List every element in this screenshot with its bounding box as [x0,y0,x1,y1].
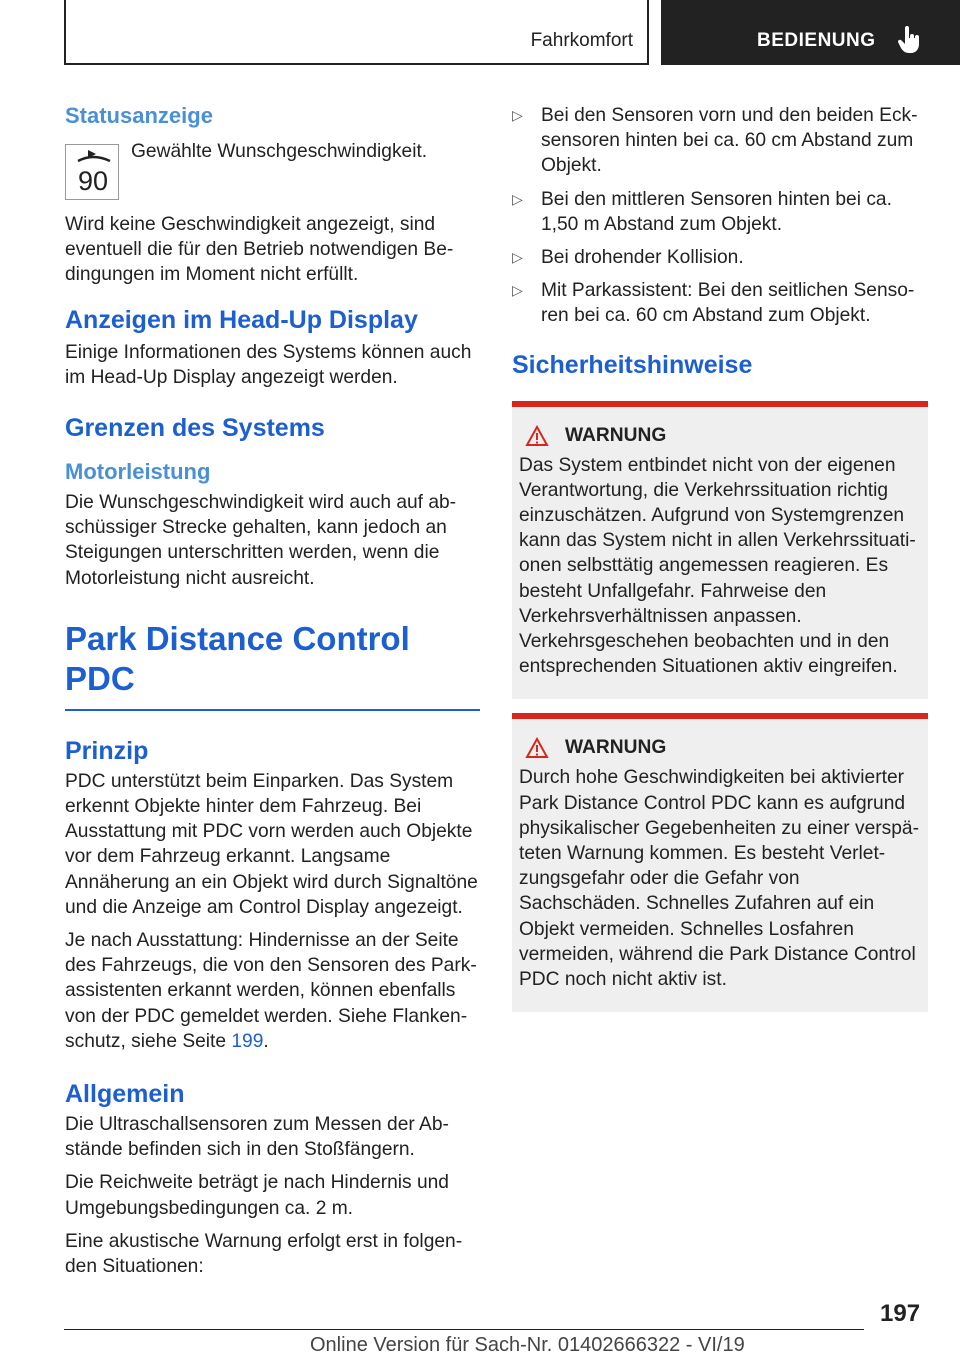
grenzen-heading: Grenzen des Systems [65,414,325,443]
warning-box-1 [512,401,928,700]
warning-triangle-icon [525,737,549,759]
left-column [65,100,480,1287]
list-item: ▷ Bei den mittleren Sensoren hinten bei ca. 1,50 m Abstand zum Objekt. [512,188,892,235]
warning-triangle-icon [525,425,549,447]
warning-title-1 [519,425,921,447]
header-section-tab [64,0,649,65]
hud-paragraph: Einige Informationen des Systems können auch im Head-Up Display angezeigt werden. [65,341,472,388]
header-chapter-label: BEDIENUNG [757,30,876,51]
warning-text-1: Das System entbindet nicht von der eigenen Verantwortung, die Verkehrssituation richtig einzuschätzen. Aufgrund von Systemgrenzen kann das System nicht in allen Verkehrssituationen selbsttätig angemessen reagieren. Es besteht Unfallgefahr. Fahrweise den Verkehrsverhältnissen anpassen. Verkehrsgeschehen beobachten und in den entsprechenden Situationen aktiv eingreifen. [519,454,916,678]
motorleistung-heading: Motorleistung [65,459,211,485]
motorleistung-paragraph: Die Wunschgeschwindigkeit wird auch auf abschüssiger Strecke gehalten, kann jedoch an Steigungen unterschritten werden, wenn die Motorleistung nicht ausreicht. [65,492,457,589]
warning-text-2: Durch hohe Geschwindigkeiten bei aktivierter Park Distance Control PDC kann es aufgrund physikalischer Gegebenheiten zu einer verspäteten Warnung kommen. Es besteht Verletzungsgefahr oder die Gefahr von Sachschäden. Schnelles Zufahren auf ein Objekt vermeiden. Schnelles Losfahren vermeiden, während die Park Distance Control PDC noch nicht aktiv ist. [519,767,919,991]
allgemein-paragraph-1: Die Ultraschallsensoren zum Messen der Abstände befinden sich in den Stoßfängern. [65,1114,449,1161]
page-link-199[interactable]: 199 [231,1030,264,1052]
warning-situations-list [512,103,928,329]
hud-heading: Anzeigen im Head-Up Display [65,305,418,334]
triangle-bullet-icon: ▷ [512,190,523,207]
speed-indicator-icon [65,144,119,200]
sicherheitshinweise-heading: Sicherheitshinweise [512,350,753,379]
prinzip-paragraph-2-end: . [263,1030,269,1052]
warning-box-2 [512,713,928,1012]
prinzip-paragraph-2-text: Je nach Ausstattung: Hindernisse an der Seite des Fahrzeugs, die von den Sensoren des Parkassistenten erkannt werden, können ebenfalls von der PDC gemeldet werden. Siehe Flankenschutz, siehe Seite [65,930,477,1052]
triangle-bullet-icon: ▷ [512,107,523,123]
triangle-bullet-icon: ▷ [512,249,523,266]
allgemein-paragraph-3: Eine akustische Warnung erfolgt erst in folgenden Situationen: [65,1230,463,1278]
warning-label-2: WARNUNG [565,737,667,759]
footer-divider [64,1329,864,1330]
prinzip-paragraph-1: PDC unterstützt beim Einparken. Das System erkennt Objekte hinter dem Fahrzeug. Bei Ausstattung mit PDC vorn werden auch Objekte vor dem Fahrzeug erkannt. Langsame Annäherung an ein Objekt wird durch Signaltöne und die Anzeige am Control Display angezeigt. [65,770,478,918]
pointing-hand-icon [897,26,923,54]
footer-online-version: Online Version für Sach-Nr. 01402666322 - VI/19 [310,1334,745,1356]
statusanzeige-heading: Statusanzeige [65,103,213,128]
header-chapter-tab [661,0,960,65]
list-item: ▷ Mit Parkassistent: Bei den seitlichen Sensoren bei ca. 60 cm Abstand zum Objekt. [512,280,915,327]
prinzip-paragraph-2 [65,928,480,1054]
right-column [512,103,928,1012]
allgemein-heading: Allgemein [65,1080,185,1109]
status-description: Gewählte Wunschgeschwindigkeit. [131,141,428,162]
status-row [65,141,480,200]
triangle-bullet-icon: ▷ [512,282,523,299]
list-item: ▷ Bei den Sensoren vorn und den beiden Ecksensoren hinten bei ca. 60 cm Abstand zum Objekt. [512,105,918,177]
warning-title-2 [519,737,921,759]
list-item: ▷ Bei drohender Kollision. [512,245,928,270]
status-paragraph: Wird keine Geschwindigkeit angezeigt, sind eventuell die für den Betrieb notwendigen Bedingungen im Moment nicht erfüllt. [65,214,454,286]
allgemein-paragraph-2: Die Reichweite beträgt je nach Hindernis und Umgebungsbedingungen ca. 2 m. [65,1172,449,1219]
prinzip-heading: Prinzip [65,736,149,765]
pdc-chapter-heading: Park Distance Control PDC [65,619,480,711]
speed-indicator-value: 90 [78,166,109,196]
header-section-label: Fahrkomfort [530,30,633,51]
warning-label-1: WARNUNG [565,424,667,446]
page-number: 197 [880,1300,921,1327]
